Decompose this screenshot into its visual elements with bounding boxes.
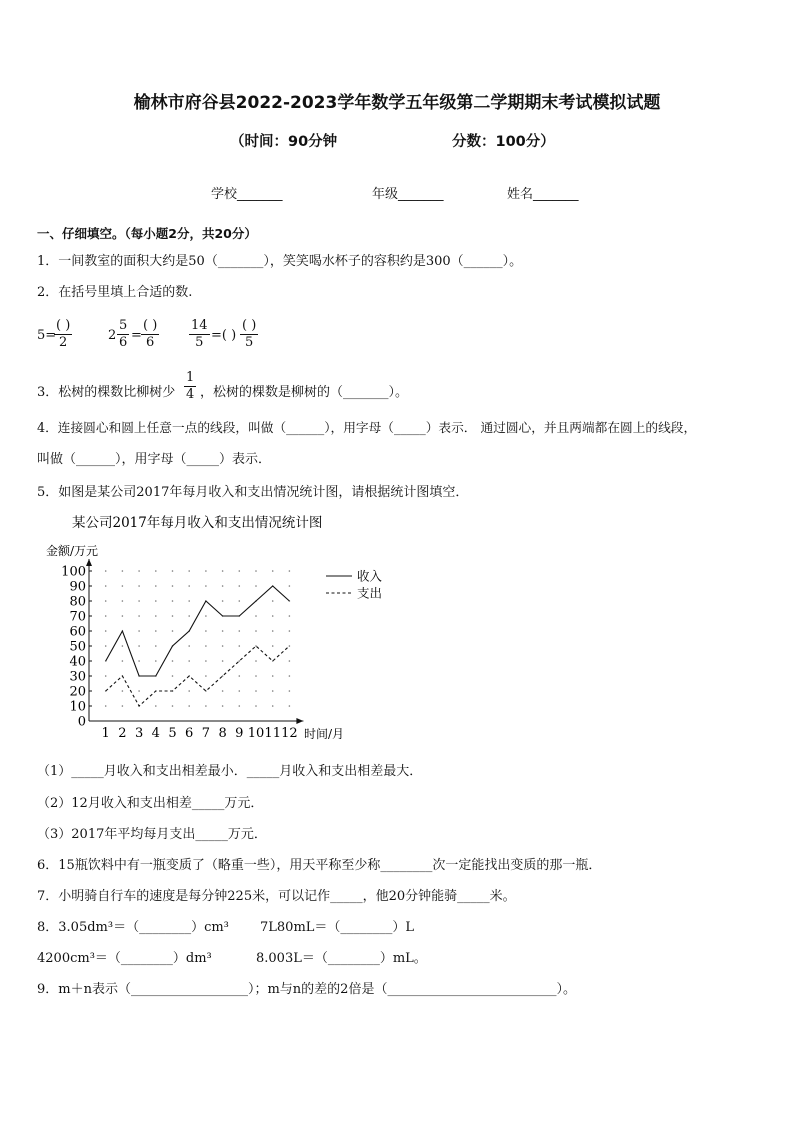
grid-dot (205, 630, 207, 632)
income-expense-chart (30, 505, 410, 745)
fraction-2-eq: = (131, 328, 142, 343)
fraction-3-rden: 5 (245, 335, 254, 350)
grid-dot (272, 630, 274, 632)
grid-dot (255, 660, 257, 662)
question-8-d: 8.003L＝（________）mL。 (256, 951, 427, 966)
y-tick-label: 60 (69, 624, 86, 640)
chart-axes (86, 559, 303, 724)
grid-dot (222, 630, 224, 632)
grid-dot (188, 705, 190, 707)
grid-dot (188, 570, 190, 572)
question-3-fraction (184, 370, 196, 403)
grid-dot (122, 570, 124, 572)
fraction-1 (54, 318, 72, 351)
grid-dot (138, 615, 140, 617)
grid-dot (188, 615, 190, 617)
grid-dot (289, 615, 291, 617)
grid-dot (172, 585, 174, 587)
y-tick-label: 0 (77, 714, 86, 730)
question-4-line-2: 叫做（______），用字母（_____）表示． (37, 452, 272, 467)
fraction-2-whole: 2 (108, 328, 117, 343)
grid-dot (289, 675, 291, 677)
chart-grid (105, 570, 290, 707)
exam-time: （时间：90分钟 (230, 134, 338, 150)
question-1: 1．一间教室的面积大约是50（_______），笑笑喝水杯子的容积约是300（______）。 (37, 254, 523, 269)
x-tick-label: 11 (264, 726, 281, 741)
fraction-3 (189, 318, 210, 351)
grid-dot (239, 690, 241, 692)
grid-dot (105, 585, 107, 587)
grid-dot (105, 600, 107, 602)
grid-dot (122, 615, 124, 617)
grid-dot (138, 600, 140, 602)
question-8-c: 4200cm³＝（________）dm³ (37, 951, 212, 966)
grid-dot (289, 705, 291, 707)
fraction-2-num: 5 (119, 318, 128, 333)
grid-dot (255, 705, 257, 707)
grid-dot (138, 690, 140, 692)
x-tick-label: 12 (281, 726, 298, 741)
grid-dot (289, 585, 291, 587)
chart-x-axis-label: 时间/月 (304, 727, 345, 741)
grid-dot (172, 675, 174, 677)
grid-dot (155, 600, 157, 602)
grid-dot (239, 645, 241, 647)
question-3-num: 1 (186, 370, 195, 385)
legend-label: 支出 (357, 585, 383, 601)
grid-dot (255, 675, 257, 677)
fraction-2-rnum: ( ) (143, 318, 158, 333)
x-tick-label: 8 (218, 726, 227, 741)
grid-dot (172, 705, 174, 707)
grid-dot (155, 570, 157, 572)
x-tick-label: 7 (201, 726, 211, 741)
question-5-sub-3: （3）2017年平均每月支出_____万元． (37, 827, 267, 842)
question-3-post: ，松树的棵数是柳树的（_______）。 (200, 385, 409, 400)
y-axis-arrow (86, 559, 92, 566)
grid-dot (222, 585, 224, 587)
grid-dot (222, 645, 224, 647)
fraction-1-den: 2 (59, 335, 68, 350)
grid-dot (255, 615, 257, 617)
question-4-line-1: 4．连接圆心和圆上任意一点的线段，叫做（______），用字母（_____）表示． 通过圆心，并且两端都在圆上的线段， (37, 420, 697, 435)
grid-dot (289, 630, 291, 632)
legend-label: 收入 (357, 568, 383, 584)
grid-dot (205, 645, 207, 647)
x-tick-label: 4 (151, 726, 160, 741)
y-tick-label: 80 (69, 594, 86, 610)
y-tick-label: 90 (69, 579, 86, 595)
grid-dot (155, 705, 157, 707)
grid-dot (172, 600, 174, 602)
chart-title: 某公司2017年每月收入和支出情况统计图 (72, 515, 323, 531)
question-2: 2．在括号里填上合适的数. (37, 285, 193, 300)
question-3-pre: 3．松树的棵数比柳树少 (37, 385, 176, 400)
grid-dot (239, 570, 241, 572)
grid-dot (188, 600, 190, 602)
y-tick-label: 40 (69, 654, 86, 670)
x-tick-label: 1 (101, 726, 110, 741)
grid-dot (155, 660, 157, 662)
grid-dot (122, 645, 124, 647)
question-9: 9．m＋n表示（__________________）；m与n的差的2倍是（__________________________）。 (37, 982, 576, 997)
grid-dot (155, 645, 157, 647)
y-tick-label: 50 (69, 639, 86, 655)
grid-dot (205, 660, 207, 662)
grid-dot (205, 705, 207, 707)
grade-field: 年级_______ (372, 187, 444, 202)
grid-dot (222, 705, 224, 707)
grid-dot (172, 615, 174, 617)
fraction-3-mid: =( ) (211, 328, 237, 343)
x-tick-label: 10 (247, 726, 265, 741)
school-field: 学校_______ (211, 187, 283, 202)
fraction-2-rhs (141, 318, 159, 351)
question-3-den: 4 (186, 387, 195, 402)
y-tick-label: 20 (69, 684, 86, 700)
grid-dot (255, 690, 257, 692)
grid-dot (188, 660, 190, 662)
grid-dot (205, 585, 207, 587)
grid-dot (188, 645, 190, 647)
grid-dot (122, 600, 124, 602)
grid-dot (239, 705, 241, 707)
x-tick-label: 2 (118, 726, 127, 741)
grid-dot (122, 660, 124, 662)
question-6: 6．15瓶饮料中有一瓶变质了（略重一些），用天平称至少称________次一定能找出变质的那一瓶． (37, 858, 602, 873)
y-tick-label: 70 (69, 609, 86, 625)
grid-dot (172, 660, 174, 662)
x-tick-label: 9 (235, 726, 244, 741)
fraction-1-num: ( ) (56, 318, 71, 333)
grid-dot (122, 705, 124, 707)
fraction-3-num: 14 (191, 318, 208, 333)
grid-dot (138, 645, 140, 647)
grid-dot (289, 690, 291, 692)
grid-dot (239, 585, 241, 587)
grid-dot (255, 630, 257, 632)
grid-dot (138, 660, 140, 662)
y-tick-label: 100 (61, 564, 86, 580)
grid-dot (155, 615, 157, 617)
exam-title: 榆林市府谷县2022-2023学年数学五年级第二学期期末考试模拟试题 (133, 93, 661, 113)
grid-dot (172, 630, 174, 632)
fraction-2-rden: 6 (146, 335, 155, 350)
grid-dot (239, 630, 241, 632)
y-tick-label: 10 (69, 699, 86, 715)
grid-dot (172, 570, 174, 572)
grid-dot (255, 570, 257, 572)
grid-dot (155, 585, 157, 587)
question-7: 7．小明骑自行车的速度是每分钟225米，可以记作_____，他20分钟能骑_____米。 (37, 889, 516, 904)
grid-dot (188, 690, 190, 692)
grid-dot (105, 615, 107, 617)
question-8-b: 7L80mL＝（________）L (260, 920, 415, 935)
grid-dot (105, 675, 107, 677)
x-tick-label: 3 (134, 726, 144, 741)
grid-dot (122, 690, 124, 692)
grid-dot (272, 675, 274, 677)
grid-dot (272, 645, 274, 647)
grid-dot (222, 690, 224, 692)
grid-dot (289, 570, 291, 572)
chart-y-axis-label: 金额/万元 (46, 544, 99, 558)
grid-dot (222, 600, 224, 602)
grid-dot (272, 690, 274, 692)
series-line-expense (106, 646, 290, 706)
section-heading: 一、仔细填空。（每小题2分，共20分） (37, 226, 257, 241)
fraction-1-lhs: 5= (37, 328, 57, 343)
grid-dot (105, 630, 107, 632)
grid-dot (272, 615, 274, 617)
grid-dot (272, 600, 274, 602)
fraction-2-den: 6 (119, 335, 128, 350)
chart-ticks (61, 565, 298, 742)
grid-dot (222, 660, 224, 662)
grid-dot (105, 645, 107, 647)
grid-dot (205, 675, 207, 677)
x-axis-arrow (296, 718, 303, 724)
grid-dot (205, 570, 207, 572)
question-5-sub-1: （1）_____月收入和支出相差最小．_____月收入和支出相差最大． (37, 764, 423, 779)
question-8-a: 8．3.05dm³＝（________）cm³ (37, 920, 229, 935)
chart-series (106, 586, 290, 706)
question-5: 5．如图是某公司2017年每月收入和支出情况统计图，请根据统计图填空． (37, 485, 469, 500)
grid-dot (155, 630, 157, 632)
grid-dot (138, 585, 140, 587)
grid-dot (138, 630, 140, 632)
grid-dot (122, 585, 124, 587)
grid-dot (272, 705, 274, 707)
grid-dot (239, 600, 241, 602)
grid-dot (289, 660, 291, 662)
chart-legend (326, 569, 383, 601)
grid-dot (188, 585, 190, 587)
fraction-3-rhs (240, 318, 258, 351)
grid-dot (138, 570, 140, 572)
question-5-sub-2: （2）12月收入和支出相差_____万元． (37, 796, 264, 811)
x-tick-label: 6 (185, 726, 194, 741)
grid-dot (272, 570, 274, 572)
grid-dot (255, 585, 257, 587)
grid-dot (205, 615, 207, 617)
y-tick-label: 30 (69, 669, 86, 685)
series-line-income (106, 586, 290, 676)
grid-dot (105, 705, 107, 707)
grid-dot (105, 570, 107, 572)
exam-score: 分数：100分） (452, 134, 555, 150)
fraction-3-den: 5 (195, 335, 204, 350)
grid-dot (239, 675, 241, 677)
x-tick-label: 5 (168, 726, 177, 741)
fraction-3-rnum: ( ) (242, 318, 257, 333)
name-field: 姓名_______ (507, 187, 579, 202)
fraction-2 (117, 318, 129, 351)
grid-dot (222, 570, 224, 572)
